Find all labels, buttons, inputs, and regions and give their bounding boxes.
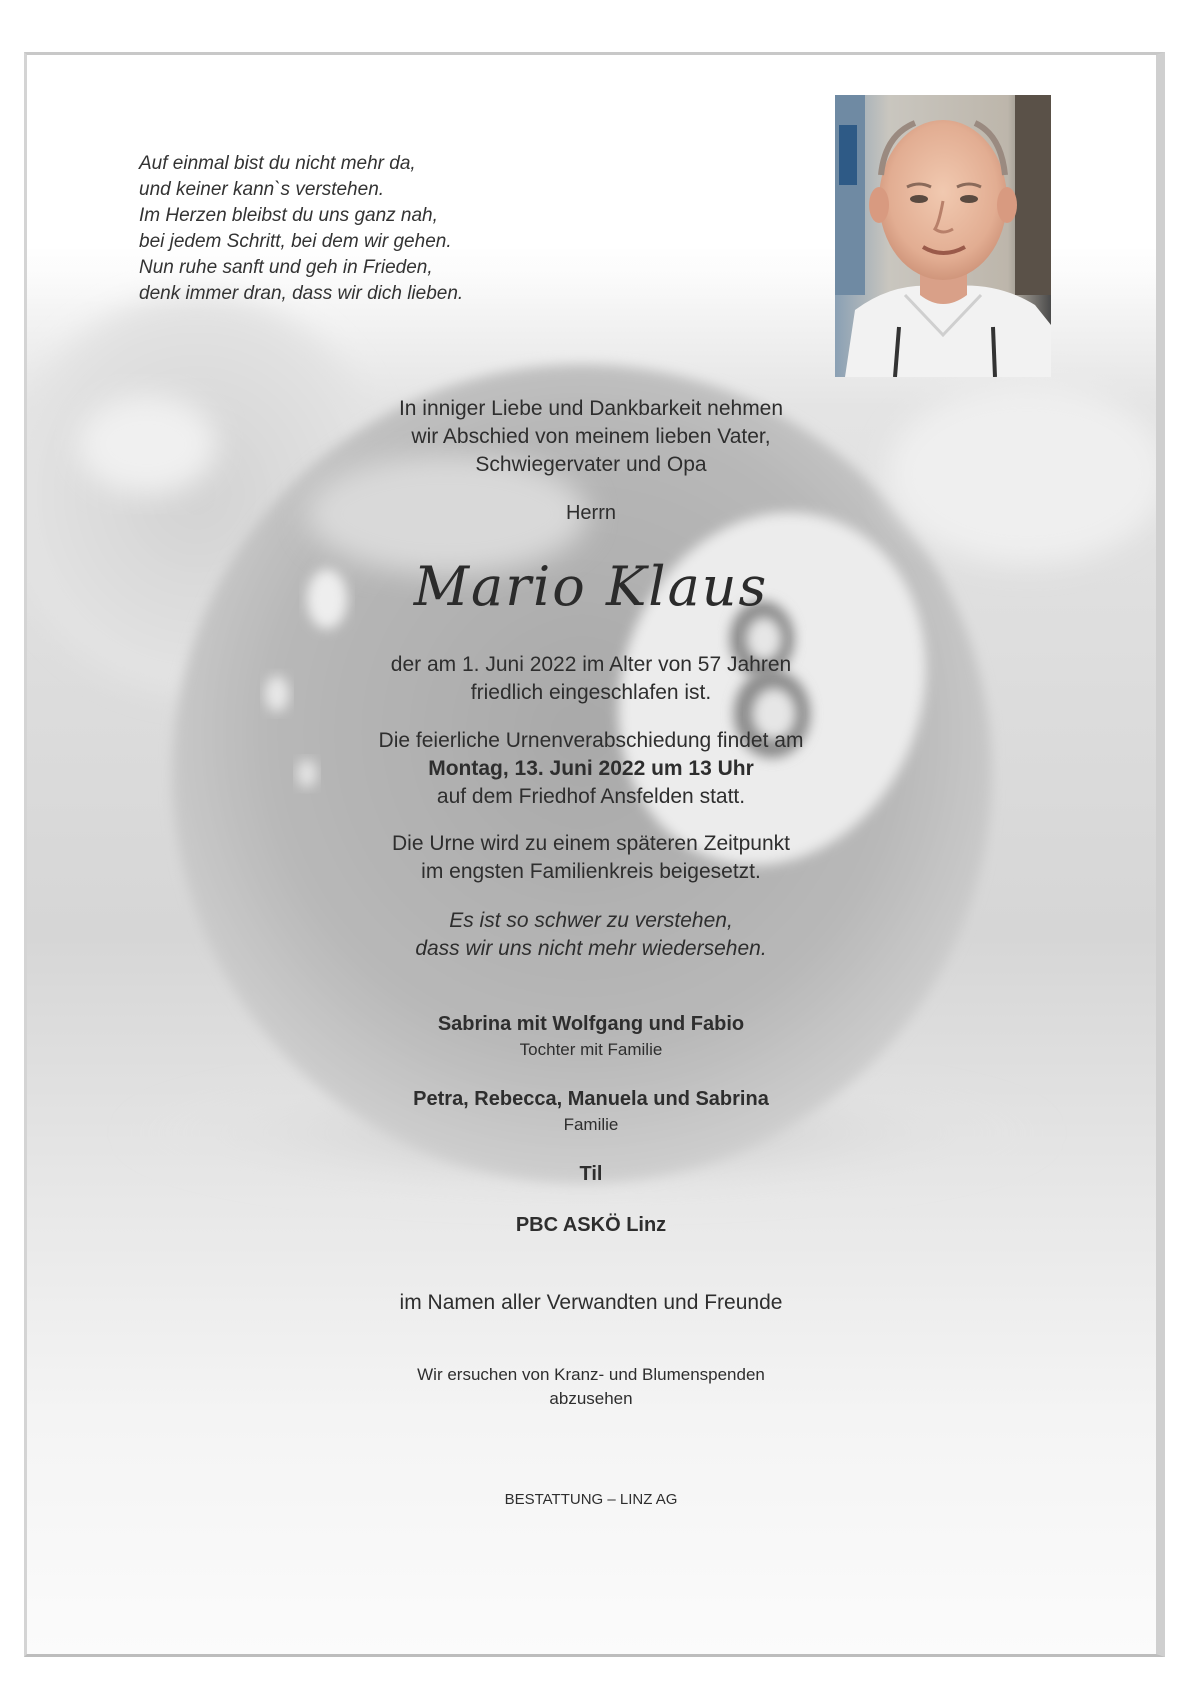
intro-text xyxy=(27,395,1155,479)
mourner-group xyxy=(27,1085,1155,1137)
death-info-line: der am 1. Juni 2022 im Alter von 57 Jahren xyxy=(390,653,792,676)
ceremony-line: Die feierliche Urnenverabschiedung findet am xyxy=(378,729,804,752)
burial-line: im engsten Familienkreis beigesetzt. xyxy=(421,860,761,883)
death-info-line: friedlich eingeschlafen ist. xyxy=(470,681,712,704)
closing-verse-line: dass wir uns nicht mehr wiedersehen. xyxy=(415,937,767,960)
ceremony-info xyxy=(27,727,1155,811)
intro-line: wir Abschied von meinem lieben Vater, xyxy=(411,425,771,448)
mourner-names: Til xyxy=(579,1163,603,1185)
poem-line: denk immer dran, dass wir dich lieben. xyxy=(139,283,464,304)
mourner-names: Sabrina mit Wolfgang und Fabio xyxy=(437,1013,745,1035)
burial-line: Die Urne wird zu einem späteren Zeitpunkt xyxy=(391,832,790,855)
intro-line: In inniger Liebe und Dankbarkeit nehmen xyxy=(398,397,784,420)
poem-line: bei jedem Schritt, bei dem wir gehen. xyxy=(139,231,452,252)
mourner-relation: Familie xyxy=(563,1115,619,1134)
closing-verse xyxy=(27,907,1155,963)
page-frame xyxy=(24,52,1165,1657)
death-info xyxy=(27,651,1155,707)
deceased-name: Mario Klaus xyxy=(413,555,769,618)
ceremony-date: Montag, 13. Juni 2022 um 13 Uhr xyxy=(428,757,754,780)
poem-line: und keiner kann`s verstehen. xyxy=(139,179,385,200)
closing-verse-line: Es ist so schwer zu verstehen, xyxy=(449,909,733,932)
mourner-names: PBC ASKÖ Linz xyxy=(515,1214,667,1236)
poem-line: Nun ruhe sanft und geh in Frieden, xyxy=(139,257,433,278)
funeral-home-footer: BESTATTUNG – LINZ AG xyxy=(504,1491,678,1508)
mourner-group xyxy=(27,1010,1155,1062)
mourner-relation: Tochter mit Familie xyxy=(519,1040,663,1059)
donation-request-line: Wir ersuchen von Kranz- und Blumenspenden xyxy=(417,1365,765,1384)
mourner-names: Petra, Rebecca, Manuela und Sabrina xyxy=(413,1088,769,1110)
donation-request xyxy=(27,1363,1155,1411)
portrait-photo-icon xyxy=(835,95,1051,377)
poem-line: Im Herzen bleibst du uns ganz nah, xyxy=(139,205,438,226)
donation-request-line: abzusehen xyxy=(549,1389,633,1408)
on-behalf-line: im Namen aller Verwandten und Freunde xyxy=(399,1291,783,1314)
intro-line: Schwiegervater und Opa xyxy=(475,453,707,476)
poem xyxy=(139,151,463,307)
portrait-photo xyxy=(835,95,1051,377)
burial-info xyxy=(27,830,1155,886)
ceremony-line: auf dem Friedhof Ansfelden statt. xyxy=(436,785,746,808)
poem-line: Auf einmal bist du nicht mehr da, xyxy=(139,153,416,174)
salutation: Herrn xyxy=(565,502,616,524)
